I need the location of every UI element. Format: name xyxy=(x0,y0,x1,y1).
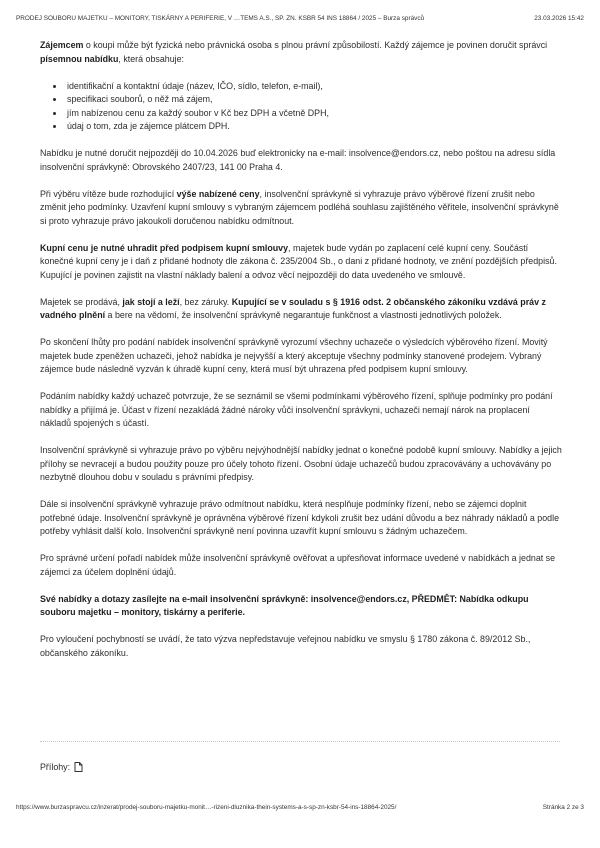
bold-text: Kupující se v souladu s § 1916 odst. 2 občanského zákoníku vzdává práv z vadného plnění xyxy=(40,296,546,320)
print-footer xyxy=(16,804,584,814)
paragraph-selection xyxy=(40,188,562,229)
article-content xyxy=(40,39,562,674)
footer-url: https://www.burzaspravcu.cz/inzerat/prodej-souboru-majetku-monit…-rizeni-dluznika-thein-systems-a-s-sp-zn-ksbr-54-ins-18864-2025/ xyxy=(16,804,397,811)
divider xyxy=(40,741,560,742)
list-item: • specifikaci souborů, o něž má zájem, xyxy=(65,93,562,107)
bold-text: výše nabízené ceny xyxy=(176,188,260,199)
paragraph-contact xyxy=(40,593,562,620)
header-title: PRODEJ SOUBORU MAJETKU – MONITORY, TISKÁRNY A PERIFERIE, V …TEMS A.S., SP. ZN. KSBR 54 INS 18864 / 2025 – Burza správců xyxy=(16,15,425,22)
paragraph-verification: Pro správné určení pořadí nabídek může insolvenční správkyně ověřovat a upřesňovat informace uvedené v nabídkách a jednat se zájemci za účelem doplnění údajů. xyxy=(40,553,556,577)
list-item: • identifikační a kontaktní údaje (název, IČO, sídlo, telefon, e-mail), xyxy=(65,80,562,94)
text: , která obsahuje: xyxy=(118,53,185,64)
bold-text: Kupní cenu je nutné uhradit před podpisem kupní smlouvy xyxy=(40,242,289,253)
paragraph-deadline: Nabídku je nutné doručit nejpozději do 10.04.2026 buď elektronicky na e-mail: insolvence@endors.cz, nebo poštou na adresu sídla insolvenční správkyně: Obrovského 2407/23, 141 00 Praha 4. xyxy=(40,148,556,172)
attachments-label: Přílohy: xyxy=(40,762,71,772)
requirements-list xyxy=(40,80,562,134)
paragraph-contract: Insolvenční správkyně si vyhrazuje právo po výběru nejvýhodnější nabídky jednat o konečné podobě kupní smlouvy. Nabídky a jejich přílohy se nevracejí a budou použity pouze pro účely tohoto řízení. Osobní údaje uchazečů budou zpracovávány a uchovávány po nezbytně dlouhou dobu v souladu s právními předpisy. xyxy=(40,445,562,482)
text: o koupi může být fyzická nebo právnická osoba s plnou právní způsobilostí. Každý zájemce je povinen doručit správci xyxy=(83,40,548,50)
page-number: Stránka 2 ze 3 xyxy=(542,804,584,811)
paragraph-consent: Podáním nabídky každý uchazeč potvrzuje, že se seznámil se všemi podmínkami výběrového řízení, splňuje podmínky pro podání nabídky a přijímá je. Účast v řízení nezakládá žádné nároky vůči insolvenční správkyni, uchazeči nemají nárok na proplacení nákladů spojených s účastí. xyxy=(40,391,553,428)
header-datetime: 23.03.2026 15:42 xyxy=(534,15,584,22)
bold-text: Zájemcem xyxy=(40,40,84,50)
list-item: • jím nabízenou cenu za každý soubor v Kč bez DPH a včetně DPH, xyxy=(65,107,562,121)
paragraph-payment xyxy=(40,242,562,283)
bold-text: jak stojí a leží xyxy=(122,296,180,307)
text: , majetek bude vydán po zaplacení celé kupní ceny. Součástí konečné kupní ceny je i daň z přidané hodnoty dle zákona č. 235/2004 Sb., o dani z přidané hodnoty, ve znění pozdějších předpisů. Kupující je povinen zajistit na vlastní náklady balení a odvoz věcí nejpozději do data uvedeného ve smlouvě. xyxy=(40,242,557,280)
paragraph-results: Po skončení lhůty pro podání nabídek insolvenční správkyně vyrozumí všechny uchazeče o výsledcích výběrového řízení. Movitý majetek bude zpeněžen uchazeči, jehož nabídka je nejvyšší a který akceptuje všechny podmínky stanovené prodejem. Vybraný zájemce bude následně vyzván k úhradě kupní ceny, která musí být uhrazena před podpisem kupní smlouvy. xyxy=(40,337,548,374)
text: Majetek se prodává, xyxy=(40,296,123,307)
print-header xyxy=(16,15,584,25)
paragraph-rights: Dále si insolvenční správkyně vyhrazuje právo odmítnout nabídku, která nesplňuje podmínky řízení, nebo se zájemci doplnit potřebné údaje. Insolvenční správkyně je oprávněna výběrové řízení kdykoli zrušit bez udání důvodu a bez náhrady nákladů a podle potřeby vyhlásit další kolo. Insolvenční správkyně není povinna uzavřít kupní smlouvu s žádným uchazečem. xyxy=(40,499,560,536)
paragraph-bidder xyxy=(40,39,562,66)
list-item: • údaj o tom, zda je zájemce plátcem DPH. xyxy=(65,120,562,134)
text: a bere na vědomí, že insolvenční správkyně negarantuje funkčnost a vlastnosti jednotlivých položek. xyxy=(105,310,502,320)
attachments xyxy=(40,762,83,772)
text: , insolvenční správkyně si vyhrazuje právo výběrové řízení zrušit nebo změnit jeho podmínky. Uzavření kupní smlouvy s vybraným zájemcem podléhá souhlasu zajištěného věřitele, insolvenční správkyně si proto vyhrazuje právo jakoukoli doručenou nabídku odmítnout. xyxy=(40,188,559,226)
bold-text: písemnou nabídku xyxy=(40,53,119,64)
paragraph-disclaimer: Pro vyloučení pochybností se uvádí, že tato výzva nepředstavuje veřejnou nabídku ve smyslu § 1780 zákona č. 89/2012 Sb., občanského zákoníku. xyxy=(40,634,531,658)
text: , bez záruky. xyxy=(179,296,232,307)
text: Při výběru vítěze bude rozhodující xyxy=(40,188,177,199)
file-icon[interactable] xyxy=(74,762,83,772)
paragraph-as-is xyxy=(40,296,562,323)
bold-text: Své nabídky a dotazy zasílejte na e-mail insolvenční správkyně: insolvence@endors.cz, PŘEDMĚT: Nabídka odkupu souboru majetku – monitory, tiskárny a periferie. xyxy=(40,593,529,617)
